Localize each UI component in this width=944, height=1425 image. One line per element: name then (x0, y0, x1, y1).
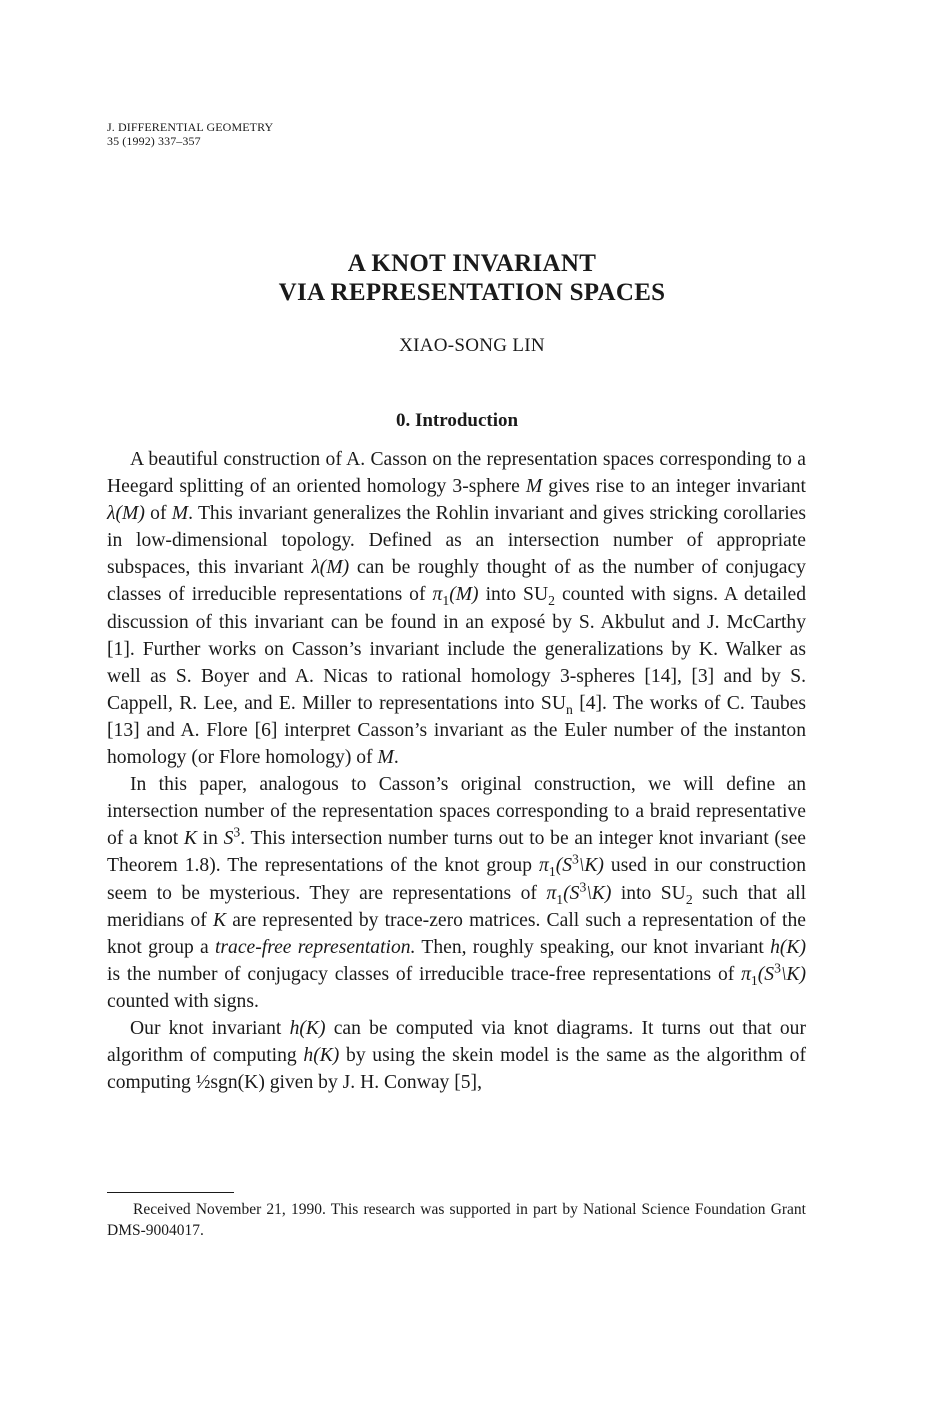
body-text (107, 446, 806, 1096)
math-expression: h(K) (289, 1017, 326, 1039)
text-run: is the number of conjugacy classes of irreducible trace-free representations of (107, 963, 742, 985)
text-run: are represented by trace-zero matrices. Call such a representation of the knot group a (107, 909, 806, 958)
math-expression: λ(M) (107, 503, 145, 525)
math-symbol: π (539, 855, 549, 877)
math-subscript: 1 (556, 891, 564, 907)
math-expression: λ(M) (311, 557, 350, 579)
text-run: Our knot invariant (130, 1017, 290, 1039)
journal-name: J. DIFFERENTIAL GEOMETRY (107, 120, 274, 134)
paragraph-1 (107, 446, 806, 771)
text-run: by using the skein model is the same as the algorithm of computing (107, 1045, 807, 1094)
math-expression: sgn(K) (210, 1072, 265, 1094)
math-symbol: π (546, 882, 557, 904)
text-run: . This invariant generalizes the Rohlin invariant and gives stricking corollaries in low-dimensional topology. Defined as an intersection number of appropriate subspaces, this invariant (107, 503, 807, 579)
math-expression: h(K) (303, 1045, 340, 1067)
footnote-rule (107, 1192, 234, 1193)
text-run: . (393, 747, 399, 769)
text-run: used in our construction seem to be mysterious. They are representations of (107, 855, 806, 904)
author-name: XIAO-SONG LIN (399, 335, 545, 356)
math-expression: (M) (449, 584, 479, 606)
math-symbol: π (432, 584, 443, 606)
text-run: in (196, 828, 224, 850)
text-run: [4]. The works of C. Taubes [13] and A. Flore [6] interpret Casson’s invariant as the Euler number of the instanton homology (or Flore homology) of (107, 692, 806, 769)
emphasized-term: trace-free representation. (214, 936, 416, 958)
text-run: into SU (611, 882, 686, 904)
paragraph-2 (107, 771, 806, 1015)
math-expression: \K) (780, 963, 806, 985)
text-run: . This intersection number turns out to be an integer knot invariant (see Theorem 1.8). The representations of the knot group (107, 828, 806, 877)
footnote (107, 1199, 806, 1241)
text-run: counted with signs. A detailed discussion of this invariant can be found in an exposé by S. Akbulut and J. McCarthy [1]. Further works on Casson’s invariant include the generalizations by K. Walker as well as S. Boyer and A. Nicas to rational homology 3-spheres [14], [3] and by S. Cappell, R. Lee, and E. Miller to representations into SU (107, 584, 807, 714)
text-run: can be computed via knot diagrams. It turns out that our algorithm of computing (107, 1017, 806, 1067)
math-symbol: K (183, 828, 197, 850)
math-superscript: 3 (774, 960, 781, 976)
math-subscript: n (565, 701, 573, 717)
math-symbol: K (212, 909, 227, 931)
math-symbol: M (525, 476, 543, 498)
math-subscript: 2 (548, 593, 555, 609)
text-run: given by J. H. Conway [5], (264, 1072, 482, 1094)
text-run: counted with signs. (107, 990, 259, 1012)
math-symbol: π (741, 963, 751, 985)
math-symbol: S (223, 828, 234, 850)
paragraph-3 (107, 1015, 806, 1096)
math-subscript: 2 (685, 891, 693, 907)
math-symbol: M (377, 747, 394, 769)
math-fraction: ½ (195, 1072, 211, 1094)
math-expression: (S (757, 963, 775, 985)
math-subscript: 1 (750, 972, 758, 988)
title-line-2: VIA REPRESENTATION SPACES (278, 279, 666, 306)
section-heading: 0. Introduction (395, 410, 519, 431)
math-symbol: M (171, 503, 189, 525)
math-expression: h(K) (770, 936, 806, 958)
title-line-1: A KNOT INVARIANT (347, 250, 597, 277)
math-superscript: 3 (233, 824, 241, 840)
math-expression: (S (555, 855, 573, 877)
text-run: In this paper, analogous to Casson’s original construction, we will define an intersection number of the representation spaces corresponding to a braid representative of a knot (107, 774, 806, 850)
paper-title (0, 249, 944, 307)
math-expression: \K) (578, 855, 604, 877)
journal-volume-pages: 35 (1992) 337–357 (107, 134, 201, 148)
math-subscript: 1 (548, 864, 556, 880)
math-superscript: 3 (572, 851, 579, 867)
text-run: into SU (478, 584, 549, 606)
text-run: Then, roughly speaking, our knot invariant (415, 936, 771, 958)
footnote-text: Received November 21, 1990. This research was supported in part by National Science Foundation Grant DMS-9004017. (107, 1201, 806, 1239)
text-run: A beautiful construction of A. Casson on the representation spaces corresponding to a Heegard splitting of an oriented homology 3-sphere (107, 449, 806, 498)
math-superscript: 3 (579, 878, 587, 894)
text-run: such that all meridians of (107, 882, 807, 931)
text-run: gives rise to an integer invariant (542, 476, 806, 498)
journal-header (107, 120, 273, 148)
text-run: of (144, 503, 172, 525)
text-run: can be roughly thought of as the number of conjugacy classes of irreducible representations of (107, 557, 806, 606)
math-expression: (S (563, 882, 580, 904)
math-expression: \K) (586, 882, 612, 904)
math-subscript: 1 (442, 593, 450, 609)
